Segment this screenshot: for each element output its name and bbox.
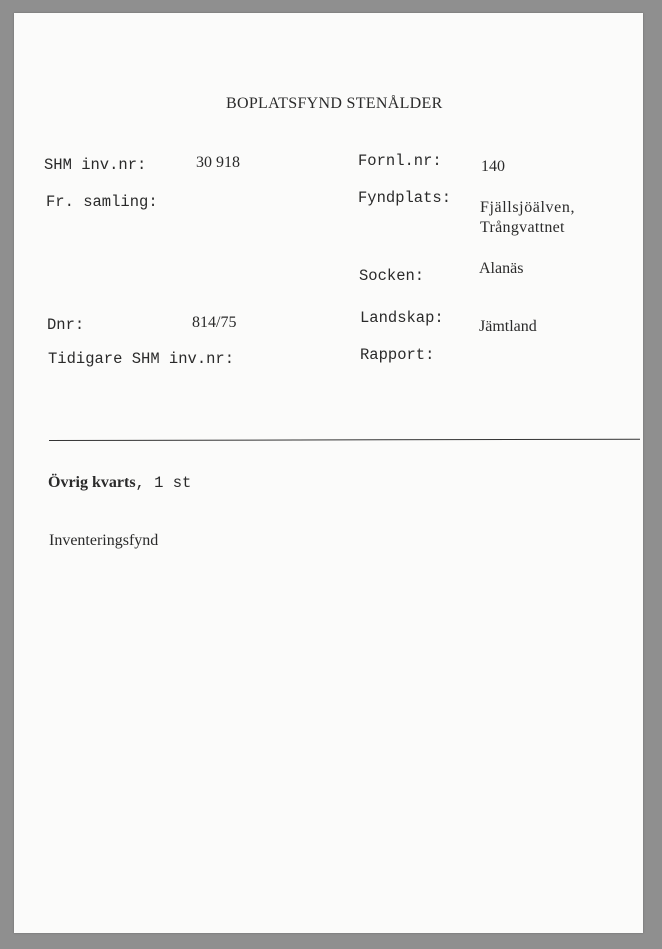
divider-line	[49, 439, 640, 441]
tidigare-shm-label: Tidigare SHM inv.nr:	[48, 350, 235, 368]
shm-inv-value: 30 918	[196, 154, 240, 171]
socken-value: Alanäs	[479, 260, 524, 277]
socken-label: Socken:	[359, 267, 425, 285]
dnr-label: Dnr:	[47, 316, 85, 334]
fyndplats-value-line1: Fjällsjöälven,	[480, 199, 576, 216]
find-name: Övrig kvarts	[48, 474, 136, 491]
landskap-value: Jämtland	[479, 318, 537, 335]
find-line	[48, 474, 191, 492]
fornl-label: Fornl.nr:	[358, 152, 442, 170]
card-heading: BOPLATSFYND STENÅLDER	[226, 95, 443, 112]
catalog-card	[14, 13, 643, 933]
find-note: Inventeringsfynd	[49, 532, 159, 549]
landskap-label: Landskap:	[360, 309, 444, 327]
find-count: , 1 st	[135, 474, 192, 492]
fyndplats-label: Fyndplats:	[358, 189, 452, 207]
rapport-label: Rapport:	[360, 346, 435, 364]
fyndplats-value-line2: Trångvattnet	[480, 219, 565, 236]
dnr-value: 814/75	[192, 314, 237, 331]
fornl-value: 140	[481, 158, 505, 175]
fr-samling-label: Fr. samling:	[46, 193, 158, 211]
shm-inv-label: SHM inv.nr:	[44, 156, 147, 174]
